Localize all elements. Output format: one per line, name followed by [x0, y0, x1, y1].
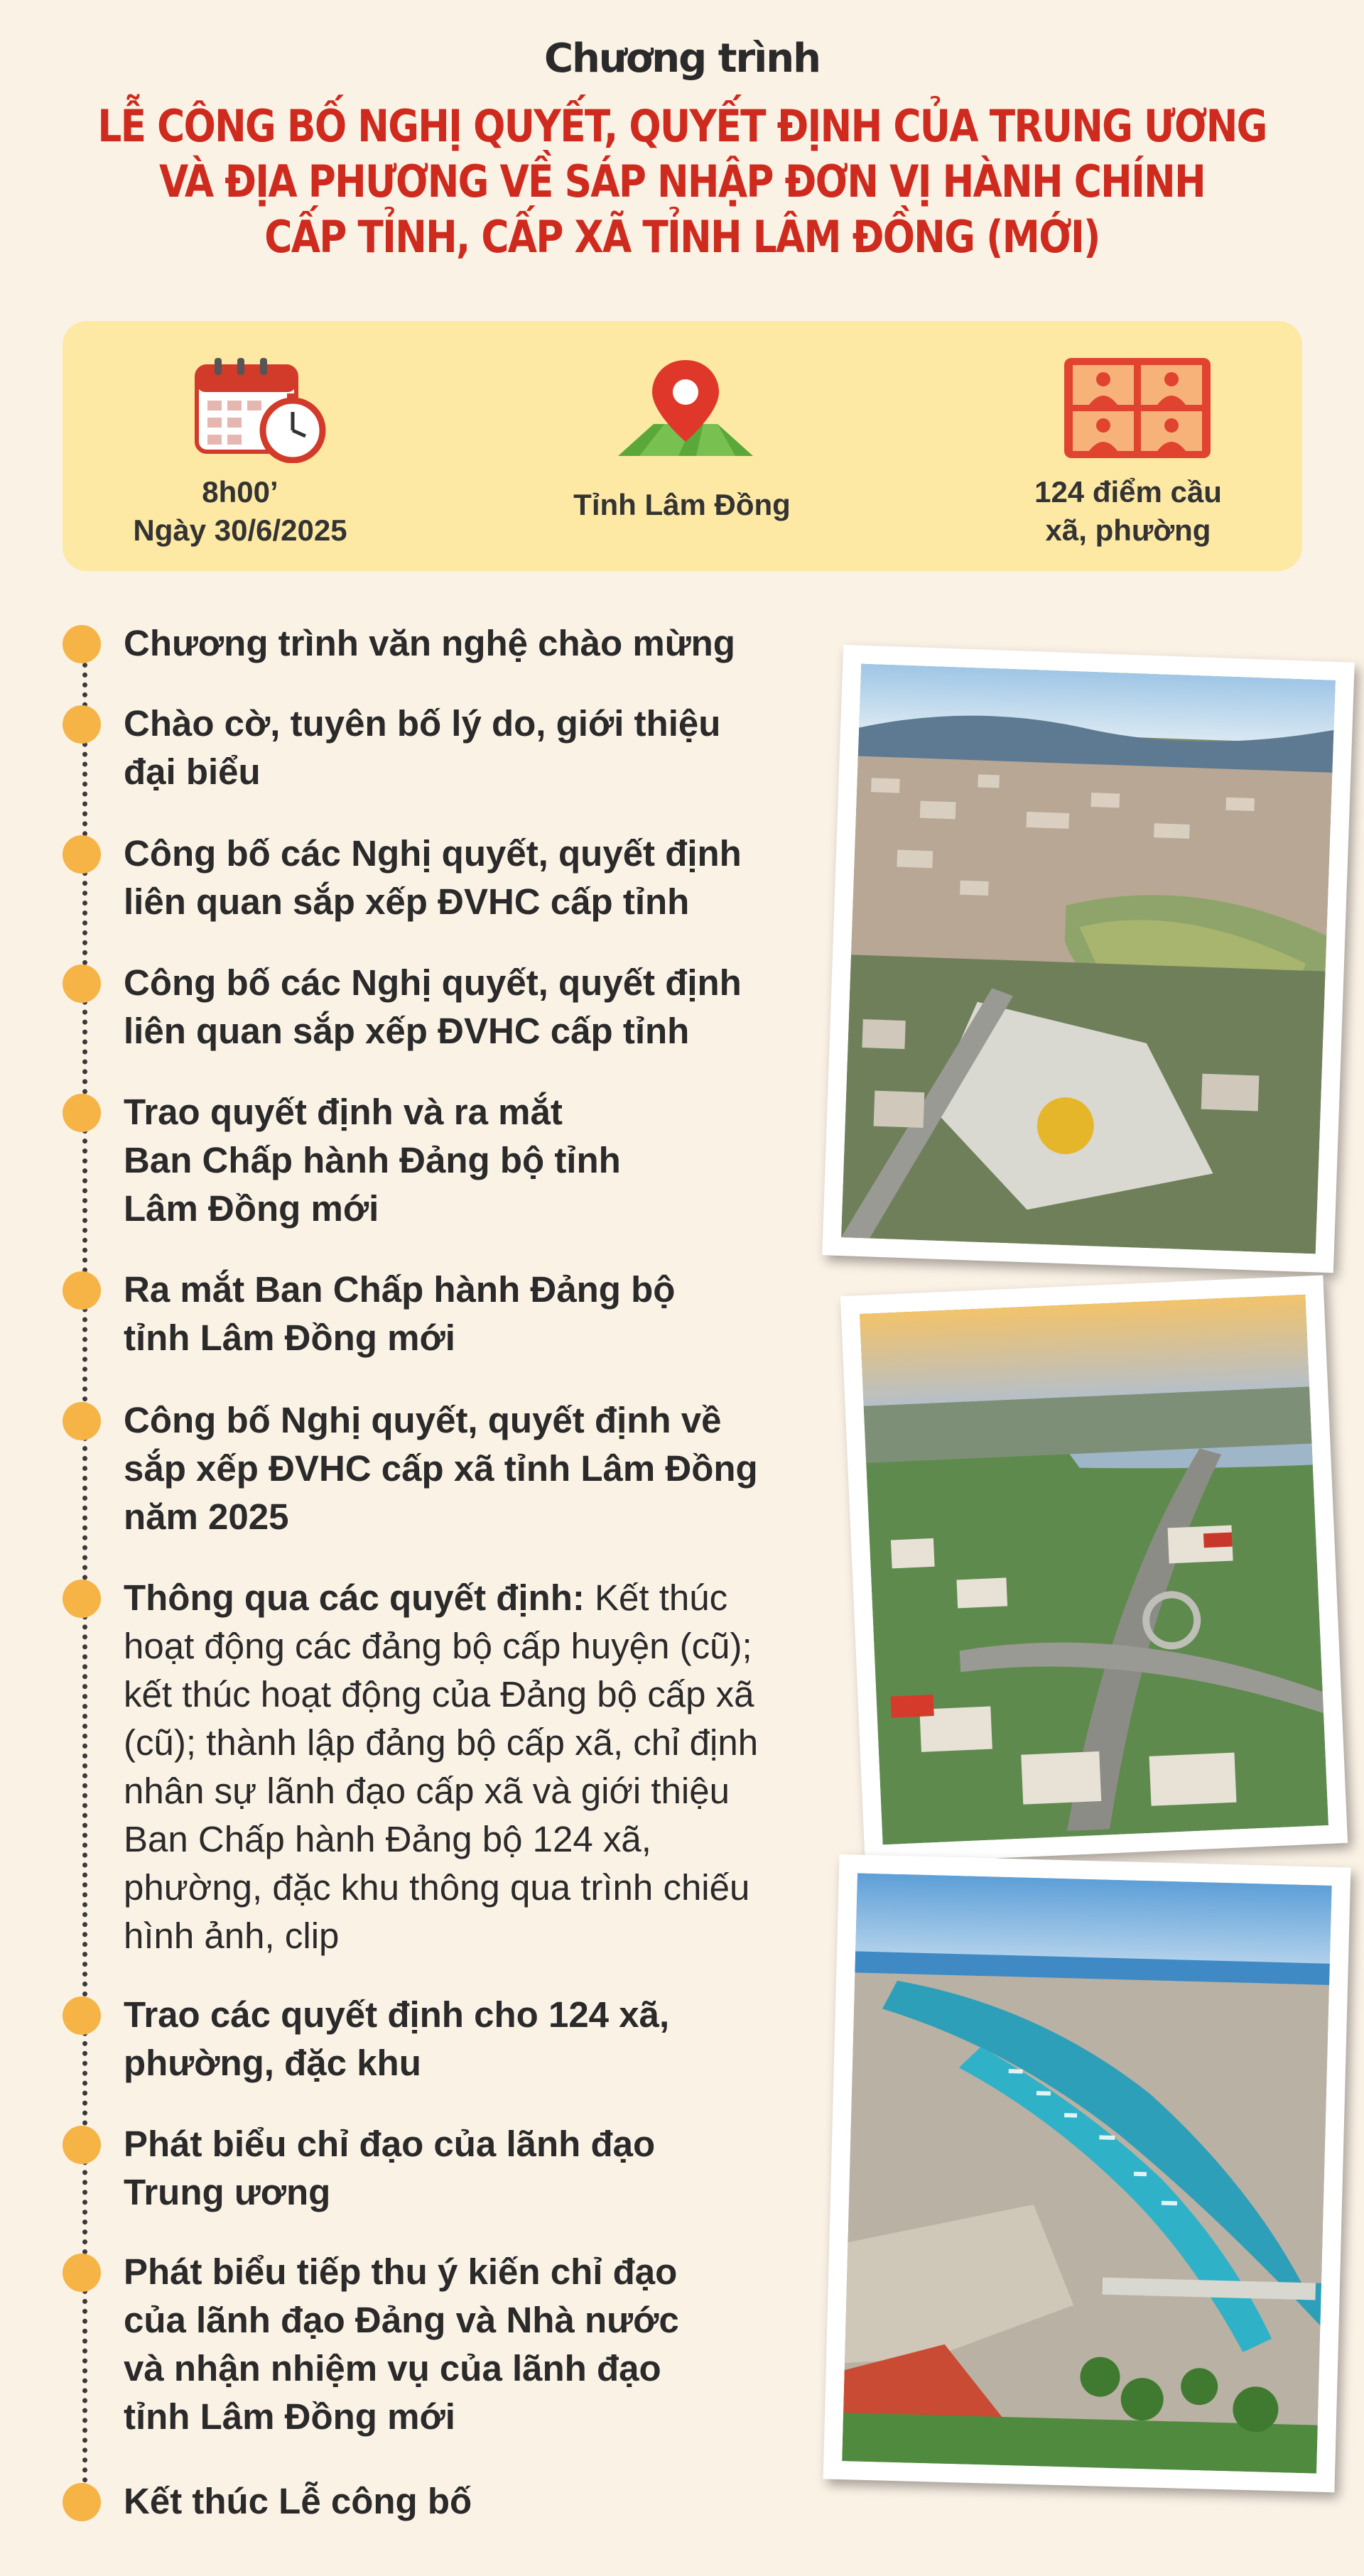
timeline-line [82, 643, 87, 2504]
points-line: xã, phường [1045, 513, 1211, 547]
header [0, 36, 1364, 265]
timeline-dot [63, 964, 101, 1003]
event-info-box [63, 321, 1302, 571]
step-text: Ra mắt Ban Chấp hành Đảng bộ tỉnh Lâm Đồng mới [124, 1269, 676, 1358]
title-line: VÀ ĐỊA PHƯƠNG VỀ SÁP NHẬP ĐƠN VỊ HÀNH CHÍNH [158, 156, 1205, 207]
timeline-dot [63, 1402, 101, 1440]
event-time: 8h00’ [202, 475, 278, 509]
video-conference-icon [1063, 357, 1212, 460]
step-text: Chào cờ, tuyên bố lý do, giới thiệu đại biểu [124, 703, 721, 792]
timeline-dot [63, 2483, 101, 2521]
step-text: Phát biểu tiếp thu ý kiến chỉ đạo của lãnh đạo Đảng và Nhà nước và nhận nhiệm vụ của lãnh đạo tỉnh Lâm Đồng mới [124, 2251, 679, 2437]
step-text: Công bố Nghị quyết, quyết định về sắp xếp ĐVHC cấp xã tỉnh Lâm Đồng năm 2025 [124, 1400, 758, 1537]
calendar-clock-icon [193, 357, 328, 463]
page-title [95, 99, 1268, 265]
timeline-dot [63, 1580, 101, 1618]
aerial-photo-city [840, 1276, 1348, 1864]
timeline-dot [63, 2126, 101, 2164]
event-date: Ngày 30/6/2025 [133, 513, 347, 547]
timeline-dot [63, 1996, 101, 2035]
event-place: Tỉnh Lâm Đồng [573, 488, 791, 521]
points-line: 124 điểm cầu [1034, 475, 1222, 509]
info-time-text [63, 473, 418, 550]
step-text: Công bố các Nghị quyết, quyết định liên quan sắp xếp ĐVHC cấp tỉnh [124, 833, 742, 922]
step-text: Thông qua các quyết định: Kết thúc hoạt động các đảng bộ cấp huyện (cũ); kết thúc hoạt động của Đảng bộ cấp xã (cũ); thành lập đảng bộ cấp xã, chỉ định nhân sự lãnh đạo cấp xã và giới thiệu Ban Chấp hành Đảng bộ 124 xã, phường, đặc khu thông qua trình chiếu hình ảnh, clip [124, 1577, 759, 1956]
page-kicker: Chương trình [543, 36, 821, 82]
step-text: Công bố các Nghị quyết, quyết định liên quan sắp xếp ĐVHC cấp tỉnh [124, 962, 742, 1051]
city-lake-image [841, 664, 1336, 1254]
step-text: Chương trình văn nghệ chào mừng [124, 623, 735, 663]
aerial-photo-dalat [822, 645, 1355, 1273]
timeline-dot [63, 1271, 101, 1310]
timeline-dot [63, 2254, 101, 2292]
timeline-dot [63, 1094, 101, 1132]
aerial-photo-harbor [823, 1854, 1351, 2493]
step-text: Phát biểu chỉ đạo của lãnh đạo Trung ương [124, 2124, 656, 2212]
timeline-dot [63, 705, 101, 744]
step-text: Trao các quyết định cho 124 xã, phường, đặc khu [124, 1994, 670, 2083]
step-text: Kết thúc Lễ công bố [124, 2481, 472, 2521]
event-points [951, 473, 1306, 550]
map-pin-icon [611, 357, 760, 463]
title-line: CẤP TỈNH, CẤP XÃ TỈNH LÂM ĐỒNG (MỚI) [264, 211, 1100, 263]
step-text: Trao quyết định và ra mắt Ban Chấp hành Đảng bộ tỉnh Lâm Đồng mới [124, 1092, 621, 1229]
harbor-river-image [842, 1873, 1331, 2473]
timeline-dot [63, 625, 101, 663]
city-roundabout-image [860, 1295, 1328, 1845]
timeline-dot [63, 835, 101, 874]
title-line: LỄ CÔNG BỐ NGHỊ QUYẾT, QUYẾT ĐỊNH CỦA TRUNG ƯƠNG [97, 100, 1267, 152]
